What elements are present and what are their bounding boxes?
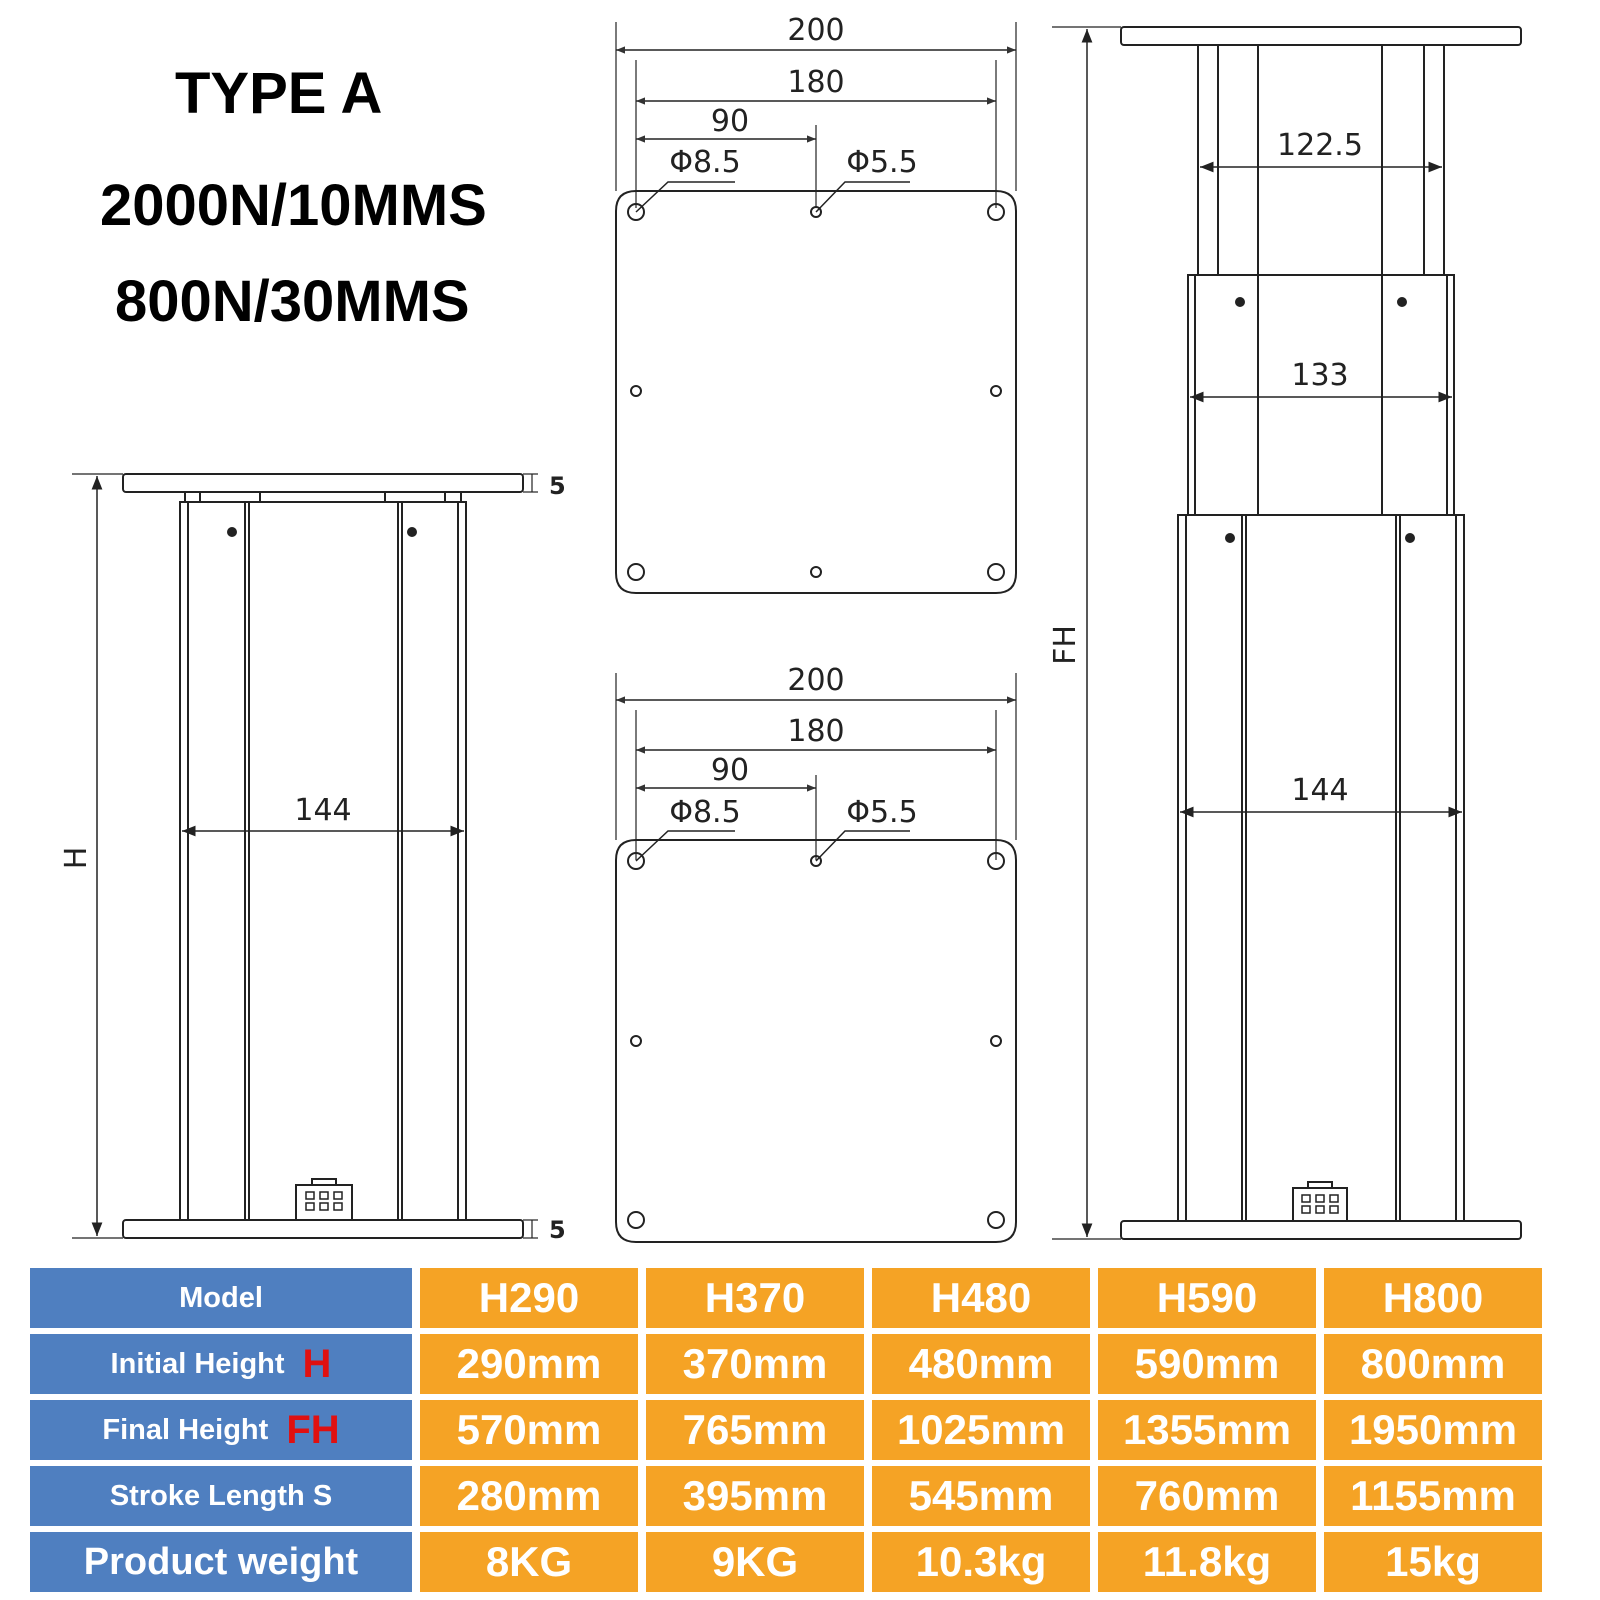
- table-cell: 10.3kg: [872, 1532, 1090, 1592]
- table-cell: H480: [872, 1268, 1090, 1328]
- bottom-plate-view: [616, 673, 1016, 1242]
- table-cell: 9KG: [646, 1532, 864, 1592]
- final-height-label: FH: [1048, 625, 1083, 665]
- table-cell: 765mm: [646, 1400, 864, 1460]
- table-cell: 11.8kg: [1098, 1532, 1316, 1592]
- table-cell: H290: [420, 1268, 638, 1328]
- table-cell: 280mm: [420, 1466, 638, 1526]
- top-plate-view: [616, 22, 1016, 593]
- table-cell: 1355mm: [1098, 1400, 1316, 1460]
- spec-line-force-fast: 800N/30MMS: [115, 269, 470, 334]
- table-cell: 545mm: [872, 1466, 1090, 1526]
- top-plate-span-90: 90: [710, 104, 750, 139]
- row-label-stroke-length: Stroke Length S: [30, 1466, 412, 1526]
- table-cell: H370: [646, 1268, 864, 1328]
- table-cell: 290mm: [420, 1334, 638, 1394]
- row-label-product-weight: Product weight: [30, 1532, 412, 1592]
- table-cell: H590: [1098, 1268, 1316, 1328]
- outer-width-label: 144: [1291, 773, 1349, 808]
- table-cell: 1950mm: [1324, 1400, 1542, 1460]
- top-plate-width-200: 200: [787, 13, 845, 48]
- bottom-plate-width-200: 200: [787, 663, 845, 698]
- collapsed-column-view: [72, 474, 538, 1238]
- table-cell: 800mm: [1324, 1334, 1542, 1394]
- row-label-final-height: Final Height FH: [30, 1400, 412, 1460]
- final-height-symbol: FH: [286, 1407, 340, 1452]
- table-cell: 370mm: [646, 1334, 864, 1394]
- top-plate-large-hole: Φ8.5: [669, 145, 741, 180]
- height-label: H: [59, 846, 94, 870]
- table-cell: 1155mm: [1324, 1466, 1542, 1526]
- top-plate-span-180: 180: [787, 65, 845, 100]
- bottom-plate-small-hole: Φ5.5: [846, 795, 918, 830]
- table-cell: 395mm: [646, 1466, 864, 1526]
- row-label-model: Model: [30, 1268, 412, 1328]
- row-label-initial-height: Initial Height H: [30, 1334, 412, 1394]
- bottom-plate-large-hole: Φ8.5: [669, 795, 741, 830]
- table-cell: 760mm: [1098, 1466, 1316, 1526]
- connector-icon: [296, 1179, 352, 1220]
- table-cell: 1025mm: [872, 1400, 1090, 1460]
- middle-width-label: 133: [1291, 358, 1349, 393]
- bottom-plate-thickness-label: 5: [549, 1216, 566, 1244]
- table-cell: H800: [1324, 1268, 1542, 1328]
- extended-column-view: [1052, 27, 1521, 1239]
- table-cell: 590mm: [1098, 1334, 1316, 1394]
- top-plate-thickness-label: 5: [549, 472, 566, 500]
- table-cell: 480mm: [872, 1334, 1090, 1394]
- top-plate-small-hole: Φ5.5: [846, 145, 918, 180]
- type-title: TYPE A: [175, 61, 383, 126]
- collapsed-width-label: 144: [294, 793, 352, 828]
- spec-line-force-slow: 2000N/10MMS: [100, 173, 487, 238]
- bottom-plate-span-90: 90: [710, 753, 750, 788]
- table-cell: 8KG: [420, 1532, 638, 1592]
- table-cell: 15kg: [1324, 1532, 1542, 1592]
- bottom-plate-span-180: 180: [787, 714, 845, 749]
- table-cell: 570mm: [420, 1400, 638, 1460]
- initial-height-symbol: H: [302, 1341, 332, 1386]
- connector-icon: [1293, 1182, 1347, 1221]
- inner-width-label: 122.5: [1277, 128, 1363, 163]
